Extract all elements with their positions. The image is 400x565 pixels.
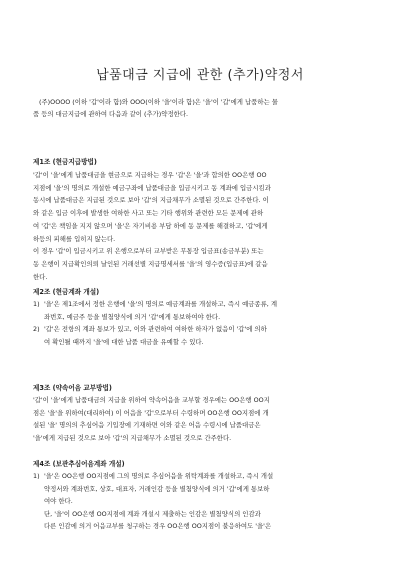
- intro-paragraph: [33, 97, 371, 120]
- intro-line: 품 등의 대금지급에 관하여 다음과 같이 (추가)약정한다.: [33, 109, 189, 118]
- intro-line: (주)OOOO (이하 '갑'이라 함)와 OOO(이하 '을'이라 함)은 '을'이 '갑'에게 납품하는 물: [39, 98, 278, 106]
- article-1-line: 와 같은 입금 이후에 발생한 여하한 사고 또는 기타 행위와 관련한 모든 문제에 관하: [33, 209, 264, 218]
- article-1-line: 이 경우 '갑'이 입금시키고 위 은행으로부터 교부받은 무통장 입금표(송금부분) 또는: [33, 247, 264, 256]
- continuation-line: 다른 인감에 의거 어음교부를 청구하는 경우 OO은행 OO지점이 불응하여도 '을'은: [44, 522, 272, 531]
- article-1-line: '갑'이 '을'에게 납품대금을 현금으로 지급하는 경우 '갑'은 '을'과 합의한 OO은행 OO: [33, 171, 267, 179]
- article-1-body: [33, 169, 371, 283]
- article-4-heading: 제4조 (보관추심어음계좌 개설): [33, 460, 125, 468]
- article-1-line: 지점에 '을'의 명의로 개설한 예금구좌에 납품대금을 입금시키고 동 계좌에 입금시킴과: [33, 183, 271, 192]
- continuation-line: 단, '을'이 OO은행 OO지점에 계좌 개설시 제출하는 인감은 별첨양식의 인감과: [44, 509, 261, 518]
- article-3-line: 설된 '을' 명의의 추심어음 기입장에 기재하면 이와 같은 어음 수령시에 납품대금은: [33, 421, 261, 430]
- article-4-list: [33, 470, 371, 533]
- article-1-line: 동 은행이 지급확인의뢰 날인된 거래선별 지급명세서를 '을'의 영수증(입금표)에 갈음: [33, 259, 268, 268]
- item-line: 좌번호, 예금주 등을 별첨양식에 의거 '갑'에게 통보하여야 한다.: [44, 312, 221, 321]
- item-number: 1): [33, 300, 40, 308]
- item-line: '을'은 제1조에서 정한 은행에 '을'의 명의로 예금계좌를 개설하고, 즉시 예금종류, 계: [44, 300, 278, 308]
- article-3-line: '갑'이 '을'에게 납품대금의 지급을 위하여 약속어음을 교부할 경우에는 OO은행 OO지: [33, 396, 270, 404]
- article-1-line: 한다.: [33, 272, 48, 281]
- item-line: 여야 한다.: [44, 497, 73, 506]
- item-continuation: [33, 508, 371, 533]
- article-3-line: '을'에게 지급된 것으로 보아 '갑'의 지급채무가 소멸된 것으로 간주한다.: [33, 434, 232, 443]
- item-line: 약정서와 계좌번호, 상호, 대표자, 거래인감 등을 별첨양식에 의거 '갑'에게 통보하: [44, 484, 270, 493]
- article-2-list: [33, 298, 371, 348]
- article-1-line: 동시에 납품대금은 지급된 것으로 보아 '갑'의 지급채무가 소멸된 것으로 간주한다. 이: [33, 196, 269, 205]
- list-item: [33, 298, 371, 323]
- item-number: 2): [33, 325, 40, 334]
- article-3-line: 점은 '을'을 위하여(대리하여) 이 어음을 '갑'으로부터 수령하며 OO은행 OO지점에 개: [33, 408, 269, 417]
- list-item: [33, 323, 371, 348]
- article-1-heading: 제1조 (현금지급방법): [33, 158, 97, 166]
- list-item: [33, 470, 371, 508]
- article-1-line: 여 '갑'은 책임을 지지 않으며 '을'은 자기비용 부담 하에 동 문제를 해결하고, '갑'에게: [33, 221, 268, 230]
- item-line: 여 확인될 때까지 '을'에 대한 납품 대금을 유예할 수 있다.: [44, 337, 204, 346]
- article-2-heading: 제2조 (현금계좌 개설): [33, 288, 100, 296]
- item-number: 1): [33, 472, 40, 480]
- article-3-body: [33, 394, 371, 445]
- item-line: '갑'은 전항의 계좌 통보가 있고, 이와 관련하여 여하한 하자가 없음이 '갑'에 의하: [44, 325, 267, 334]
- article-3-heading: 제3조 (약속어음 교부방법): [33, 384, 112, 392]
- item-line: '을'은 OO은행 OO지점에 그의 명의로 추심어음을 위탁계좌를 개설하고, 즉시 개설: [44, 472, 274, 480]
- document-title: 납품대금 지급에 관한 (추가)약정서: [96, 68, 304, 83]
- article-1-line: 하등의 피해를 입히지 않는다.: [33, 234, 116, 243]
